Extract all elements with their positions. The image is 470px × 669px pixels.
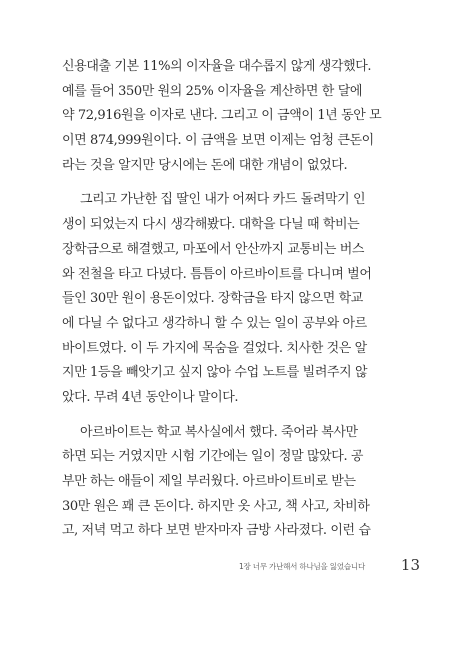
- paragraph-3: [62, 421, 420, 544]
- text-line: 바이트였다. 이 두 가지에 목숨을 걸었다. 치사한 것은 알: [62, 340, 367, 356]
- paragraph-1: [62, 55, 420, 178]
- text-line: 하면 되는 거였지만 시험 기간에는 일이 정말 많았다. 공: [62, 449, 364, 465]
- paragraph-2: [62, 188, 420, 410]
- text-line: 지만 1등을 빼앗기고 싶지 않아 수업 노트를 빌려주지 않: [62, 365, 368, 381]
- text-line: 30만 원은 꽤 큰 돈이다. 하지만 옷 사고, 책 사고, 차비하: [62, 498, 370, 514]
- text-line: 장학금으로 해결했고, 마포에서 안산까지 교통비는 버스: [62, 241, 365, 257]
- paragraph-spacer: [62, 178, 420, 188]
- text-line: 고, 저녁 먹고 하다 보면 받자마자 금방 사라졌다. 이런 습: [62, 523, 371, 539]
- text-line: 았다. 무려 4년 동안이나 말이다.: [62, 389, 239, 405]
- paragraph-spacer: [62, 411, 420, 421]
- text-line: 라는 것을 알지만 당시에는 돈에 대한 개념이 없었다.: [62, 157, 348, 173]
- page-footer: [0, 556, 420, 580]
- text-line: 신용대출 기본 11%의 이자율을 대수롭지 않게 생각했다.: [62, 59, 372, 74]
- text-line: 아르바이트는 학교 복사실에서 했다. 죽어라 복사만: [80, 424, 358, 440]
- text-line: 부만 하는 애들이 제일 부러웠다. 아르바이트비로 받는: [62, 474, 356, 489]
- text-line: 약 72,916원을 이자로 낸다. 그리고 이 금액이 1년 동안 모: [62, 108, 382, 124]
- running-head: 1장 너무 가난해서 하나님을 잃었습니다: [238, 562, 365, 571]
- text-line: 생이 되었는지 다시 생각해봤다. 대학을 다닐 때 학비는: [62, 217, 360, 233]
- text-line: 와 전철을 타고 다녔다. 틈틈이 아르바이트를 다니며 벌어: [62, 266, 372, 282]
- text-line: 에 다닐 수 없다고 생각하니 할 수 있는 일이 공부와 아르: [62, 315, 367, 331]
- body-text: [62, 55, 420, 544]
- text-line: 들인 30만 원이 용돈이었다. 장학금을 타지 않으면 학교: [62, 291, 363, 307]
- text-line: 그리고 가난한 집 딸인 내가 어쩌다 카드 돌려막기 인: [80, 192, 366, 208]
- page-number: 13: [400, 556, 420, 574]
- text-line: 예를 들어 350만 원의 25% 이자율을 계산하면 한 달에: [62, 83, 363, 99]
- text-line: 이면 874,999원이다. 이 금액을 보면 이제는 엄청 큰돈이: [62, 133, 374, 149]
